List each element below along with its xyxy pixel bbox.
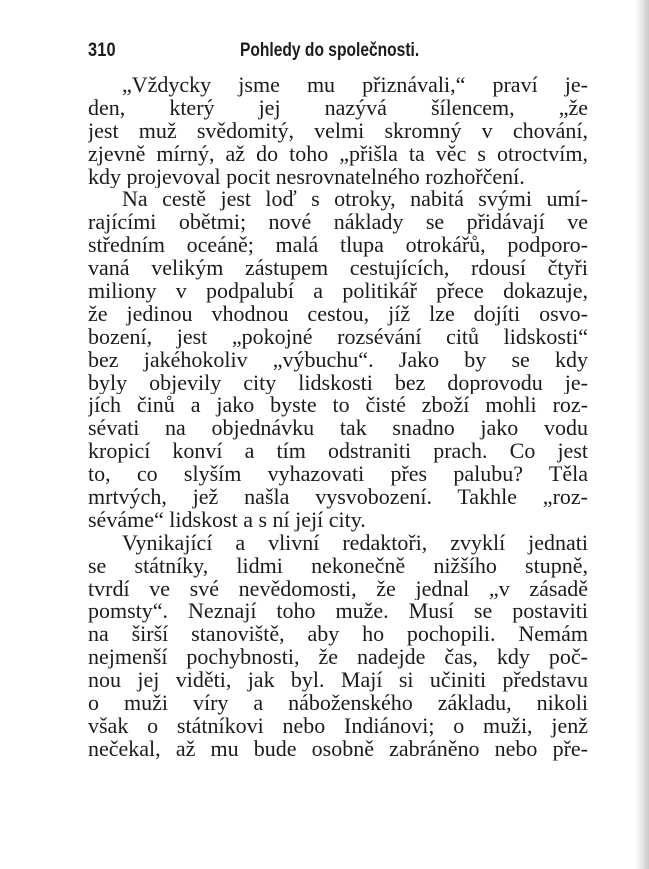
text-line: nečekal, až mu bude osobně zabráněno nebo pře- (88, 737, 588, 761)
text-line: jích činů a jako byste to čisté zboží mohli roz- (88, 394, 588, 418)
text-line: rajícími obětmi; nové náklady se přidávají ve (88, 211, 588, 235)
page-header (84, 40, 584, 64)
text-line: Vynikající a vlivní redaktoři, zvyklí jednati (122, 531, 588, 555)
text-line: že jedinou vhodnou cestou, jíž lze dojíti osvo- (88, 302, 588, 326)
text-line: nou jej viděti, jak byl. Mají si učiniti představu (88, 669, 588, 693)
text-line: sévati na objednávku tak snadno jako vodu (88, 417, 588, 441)
text-line: jest muž svědomitý, velmi skromný v chování, (88, 119, 588, 143)
text-line: nejmenší pochybnosti, že nadejde čas, kdy poč- (88, 646, 588, 670)
page-edge (635, 0, 649, 869)
text-line: o muži víry a náboženského základu, nikoli (88, 692, 588, 715)
running-title: Pohledy do společnosti. (240, 40, 420, 61)
text-line: mrtvých, jež našla vysvobození. Takhle „roz- (88, 486, 588, 509)
text-line: kdy projevoval pocit nesrovnatelného rozhořčení. (88, 165, 525, 189)
text-line: se státníky, lidmi nekonečně nižšího stupně, (88, 554, 588, 578)
text-line: den, který jej nazývá šílencem, „že (88, 96, 588, 120)
text-line: vaná velikým zástupem cestujících, rdousí čtyři (88, 257, 588, 281)
text-line: „Vždycky jsme mu přiznávali,“ praví je- (122, 74, 588, 97)
text-line: to, co slyším vyhazovati přes palubu? Těla (88, 463, 588, 487)
text-line: bez jakéhokoliv „výbuchu“. Jako by se kdy (88, 348, 588, 372)
text-line: zjevně mírný, až do toho „přišla ta věc s otroctvím, (88, 142, 588, 166)
text-line: miliony v podpalubí a politikář přece dokazuje, (88, 280, 588, 303)
text-line: kropicí konví a tím odstraniti prach. Co jest (88, 440, 588, 464)
text-line: na širší stanoviště, aby ho pochopili. Nemám (88, 623, 588, 647)
text-line: séváme“ lidskost a s ní její city. (88, 508, 366, 532)
text-line: středním oceáně; malá tlupa otrokářů, podporo- (88, 234, 588, 258)
text-line: však o státníkovi nebo Indiánovi; o muži, jenž (88, 714, 588, 738)
page-number: 310 (88, 40, 116, 61)
text-line: bození, jest „pokojné rozsévání citů lidskosti“ (88, 325, 588, 349)
text-line: Na cestě jest loď s otroky, nabitá svými umí- (122, 188, 588, 212)
text-line: tvrdí ve své nevědomosti, že jednal „v zásadě (88, 577, 588, 601)
text-line: pomsty“. Neznají toho muže. Musí se postaviti (88, 600, 588, 624)
text-line: byly objevily city lidskosti bez doprovodu je- (88, 371, 588, 395)
body-text (88, 74, 588, 761)
